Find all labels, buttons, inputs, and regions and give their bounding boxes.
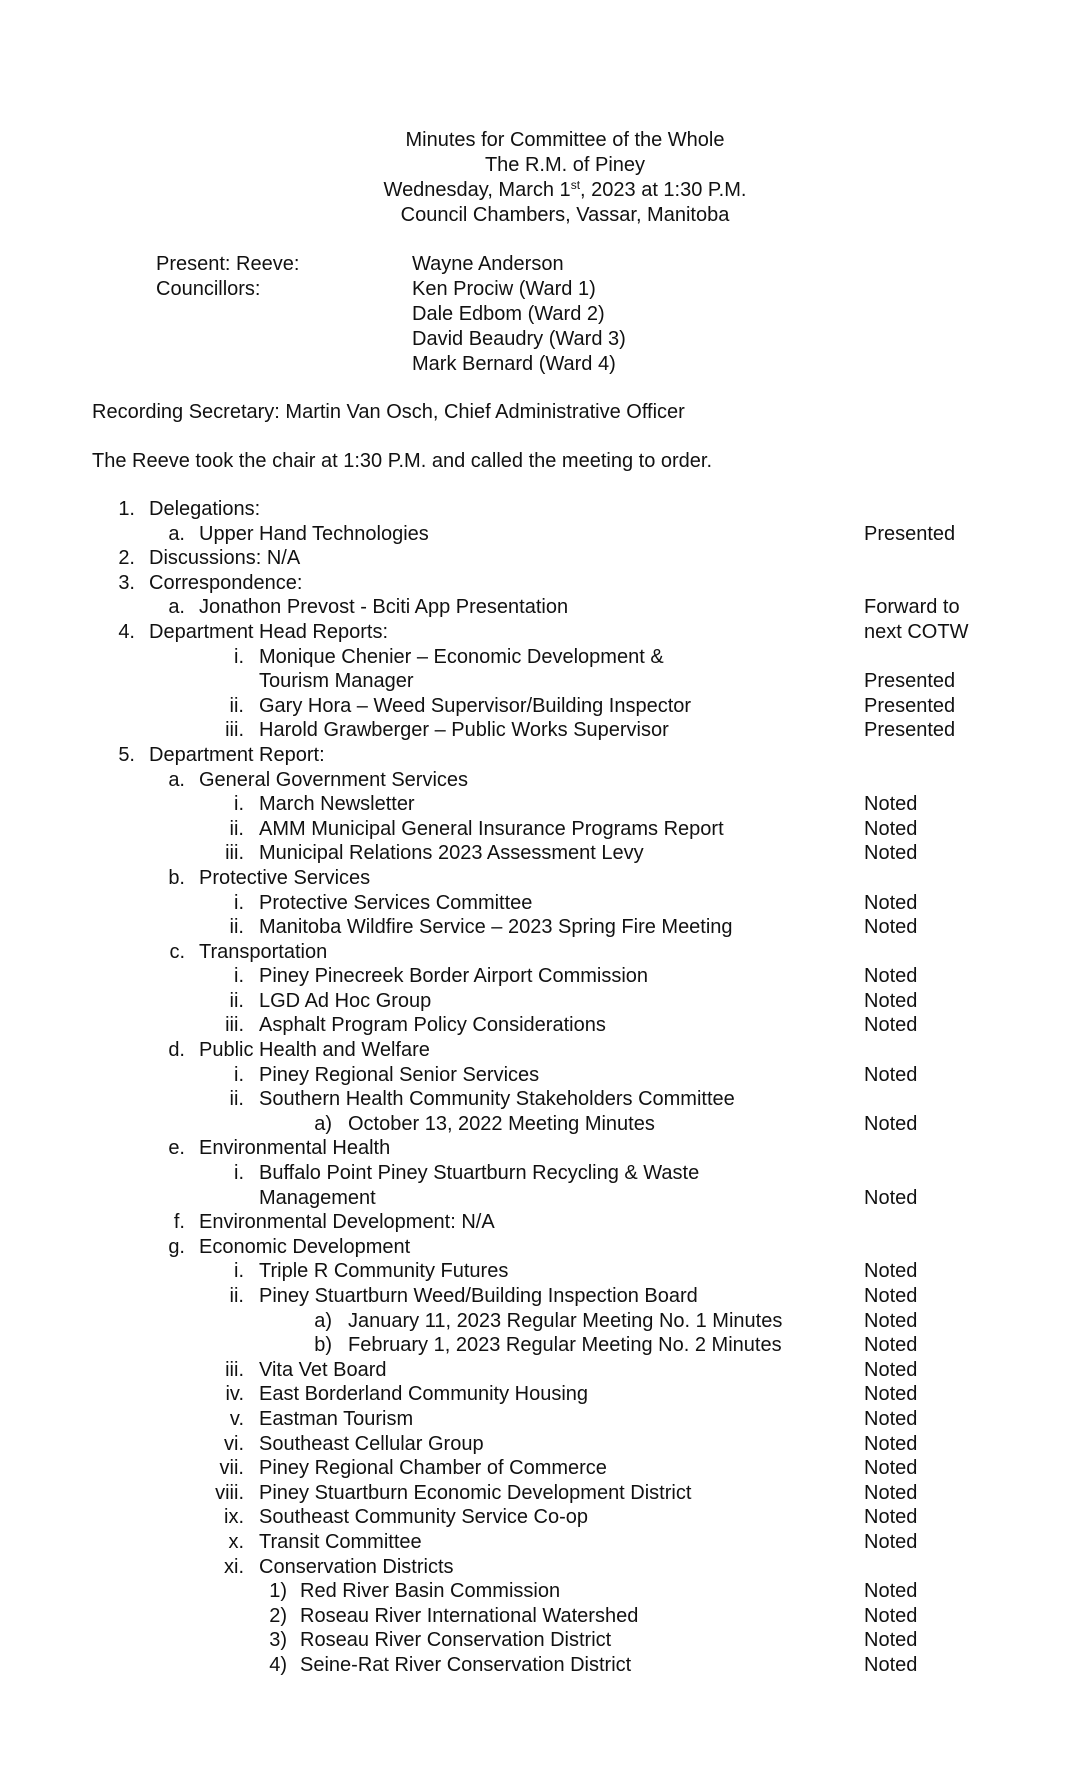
councillor-name: Ken Prociw (Ward 1) (412, 278, 596, 300)
agenda-item-text: AMM Municipal General Insurance Programs Report (259, 817, 724, 840)
agenda-item (0, 891, 1088, 916)
agenda-item-marker: ii. (229, 1285, 244, 1307)
agenda-item-status: Noted (864, 1260, 918, 1283)
agenda-item-text: General Government Services (199, 768, 469, 791)
agenda-item-status: Noted (864, 1186, 918, 1209)
agenda-item-marker: a. (168, 596, 185, 619)
attendance-row (156, 327, 626, 352)
agenda-item-status: Noted (864, 842, 918, 865)
agenda-item (0, 1087, 1088, 1112)
agenda-item-text: Southeast Cellular Group (259, 1432, 484, 1455)
agenda-item (0, 1013, 1088, 1038)
agenda-item (0, 645, 1088, 670)
agenda-item-marker: iii. (225, 1014, 244, 1037)
agenda-item-text: Monique Chenier – Economic Development & (259, 645, 664, 668)
agenda-item-text: Transit Committee (259, 1530, 422, 1553)
agenda-item-marker: ii. (229, 916, 244, 939)
agenda-item-marker: ii. (229, 817, 244, 840)
agenda-item (0, 768, 1088, 793)
agenda-item-status: Noted (864, 1604, 918, 1627)
agenda-item (0, 1407, 1088, 1432)
header-location: Council Chambers, Vassar, Manitoba (400, 204, 730, 226)
agenda-item (0, 669, 1088, 694)
agenda-item-status: Presented (864, 694, 956, 717)
agenda-item-text: Upper Hand Technologies (199, 522, 429, 545)
agenda-item-marker: ii. (229, 989, 244, 1012)
header-date-post: , 2023 at 1:30 P.M. (580, 179, 747, 201)
agenda-list (0, 497, 1088, 1678)
agenda-item (0, 1382, 1088, 1407)
agenda-item-marker: 3) (269, 1629, 287, 1652)
agenda-item-marker: e. (168, 1137, 185, 1160)
agenda-item (0, 989, 1088, 1014)
agenda-item-marker: vii. (219, 1457, 244, 1480)
agenda-item-marker: v. (229, 1407, 244, 1430)
attendance-row (156, 352, 626, 377)
agenda-item-text: Piney Stuartburn Economic Development District (259, 1481, 692, 1504)
agenda-item-marker: x. (228, 1530, 244, 1553)
agenda-item-text: Jonathon Prevost - Bciti App Presentation (199, 596, 569, 619)
agenda-item-text: Piney Regional Chamber of Commerce (259, 1457, 607, 1480)
agenda-item-marker: iii. (225, 1358, 244, 1381)
agenda-item-text: Public Health and Welfare (199, 1039, 430, 1062)
header-title: Minutes for Committee of the Whole (405, 129, 725, 151)
agenda-item (0, 743, 1088, 768)
agenda-item (0, 1456, 1088, 1481)
agenda-item-text: Transportation (199, 940, 328, 963)
agenda-item-marker: 4) (269, 1653, 287, 1676)
agenda-item-status: Noted (864, 1358, 918, 1381)
agenda-item-status: Presented (864, 719, 956, 742)
agenda-item (0, 1112, 1088, 1137)
agenda-item-marker: b. (168, 866, 185, 889)
agenda-item (0, 1259, 1088, 1284)
agenda-item-status: Noted (864, 1112, 918, 1135)
agenda-item-text: January 11, 2023 Regular Meeting No. 1 Minutes (348, 1309, 783, 1332)
agenda-item-text: Piney Pinecreek Border Airport Commission (259, 965, 649, 988)
agenda-item-text: Southeast Community Service Co-op (259, 1506, 589, 1529)
agenda-item-text: Protective Services Committee (259, 891, 533, 914)
reeve-name: Wayne Anderson (412, 253, 564, 275)
agenda-item (0, 817, 1088, 842)
agenda-item (0, 1505, 1088, 1530)
agenda-item-marker: i. (234, 793, 244, 816)
agenda-item-marker: vi. (224, 1432, 244, 1455)
agenda-item-text: October 13, 2022 Meeting Minutes (348, 1112, 655, 1135)
agenda-item (0, 964, 1088, 989)
agenda-item (0, 841, 1088, 866)
agenda-item (0, 792, 1088, 817)
attendance-row (156, 302, 626, 327)
agenda-item (0, 1210, 1088, 1235)
agenda-item (0, 718, 1088, 743)
agenda-item-marker: ii. (229, 1088, 244, 1111)
agenda-item (0, 1063, 1088, 1088)
agenda-item-text: Harold Grawberger – Public Works Supervisor (259, 719, 669, 742)
agenda-item-text: Seine-Rat River Conservation District (300, 1653, 632, 1676)
agenda-item-marker: ix. (224, 1506, 244, 1529)
agenda-item-status: Noted (864, 1407, 918, 1430)
call-to-order: The Reeve took the chair at 1:30 P.M. and called the meeting to order. (92, 450, 713, 472)
agenda-item (0, 1530, 1088, 1555)
agenda-item (0, 1481, 1088, 1506)
agenda-item-text: Municipal Relations 2023 Assessment Levy (259, 842, 644, 865)
councillor-name: David Beaudry (Ward 3) (412, 328, 626, 350)
agenda-item-status: Noted (864, 1309, 918, 1332)
agenda-item (0, 1161, 1088, 1186)
agenda-item-text: Environmental Development: N/A (199, 1211, 495, 1234)
agenda-item-status: Noted (864, 1653, 918, 1676)
agenda-item-marker: b) (314, 1334, 332, 1357)
agenda-item-marker: d. (168, 1039, 185, 1062)
agenda-item (0, 571, 1088, 596)
agenda-item (0, 1653, 1088, 1678)
agenda-item-marker: xi. (224, 1555, 244, 1578)
agenda-item-text: Gary Hora – Weed Supervisor/Building Inspector (259, 694, 692, 717)
agenda-item (0, 1333, 1088, 1358)
agenda-item (0, 522, 1088, 547)
minutes-header (0, 128, 1088, 228)
agenda-item-status: Noted (864, 1629, 918, 1652)
agenda-item-marker: g. (168, 1235, 185, 1258)
agenda-item-marker: i. (234, 965, 244, 988)
agenda-item-status: Noted (864, 1432, 918, 1455)
agenda-item-marker: a) (314, 1309, 332, 1332)
header-date-sup: st (570, 178, 581, 192)
agenda-item-status: Noted (864, 793, 918, 816)
agenda-item-text: February 1, 2023 Regular Meeting No. 2 Minutes (348, 1334, 782, 1357)
agenda-item-status: Noted (864, 1506, 918, 1529)
agenda-item-marker: a) (314, 1112, 332, 1135)
agenda-item (0, 1235, 1088, 1260)
header-date (0, 178, 1088, 203)
agenda-item-status: Noted (864, 1481, 918, 1504)
agenda-item-status: Noted (864, 1285, 918, 1307)
agenda-item-status: Noted (864, 916, 918, 939)
agenda-item-text: Department Report: (149, 743, 325, 766)
agenda-item-text: LGD Ad Hoc Group (259, 989, 432, 1012)
agenda-item-marker: iv. (225, 1383, 244, 1406)
agenda-item (0, 1309, 1088, 1334)
agenda-item-text: Roseau River International Watershed (300, 1604, 639, 1627)
agenda-item-text: Red River Basin Commission (300, 1580, 561, 1603)
agenda-item-marker: i. (234, 1162, 244, 1185)
agenda-item-text: Economic Development (199, 1235, 411, 1258)
agenda-item (0, 1136, 1088, 1161)
agenda-item-marker: 5. (118, 743, 135, 766)
attendance-row (156, 277, 626, 302)
agenda-item-text: Triple R Community Futures (259, 1260, 509, 1283)
agenda-item (0, 1579, 1088, 1604)
agenda-item-text: Asphalt Program Policy Considerations (259, 1014, 606, 1037)
agenda-item (0, 620, 1088, 645)
agenda-item-marker: i. (234, 1260, 244, 1283)
agenda-item-status: Noted (864, 1014, 918, 1037)
agenda-item-status: Noted (864, 1530, 918, 1553)
agenda-item-marker: i. (234, 645, 244, 668)
agenda-item-marker: f. (173, 1211, 185, 1234)
agenda-item-text: Piney Regional Senior Services (259, 1063, 540, 1086)
agenda-item (0, 940, 1088, 965)
agenda-item-status: Forward to (864, 596, 960, 619)
agenda-item-status: Noted (864, 989, 918, 1012)
agenda-item-status: Noted (864, 1383, 918, 1406)
agenda-item-marker: iii. (225, 842, 244, 865)
agenda-item (0, 915, 1088, 940)
agenda-item-marker: 3. (118, 571, 135, 594)
agenda-item (0, 497, 1088, 522)
attendance-row (156, 252, 626, 277)
recording-secretary: Recording Secretary: Martin Van Osch, Chief Administrative Officer (92, 401, 685, 423)
agenda-item-text: Delegations: (149, 498, 261, 520)
agenda-item-text: Manitoba Wildfire Service – 2023 Spring Fire Meeting (259, 916, 733, 939)
councillor-name: Dale Edbom (Ward 2) (412, 303, 605, 325)
agenda-item-marker: 2. (118, 547, 135, 570)
agenda-item (0, 694, 1088, 719)
header-date-pre: Wednesday, March 1 (383, 179, 571, 201)
agenda-item-status: Presented (864, 522, 956, 545)
agenda-item-status: Noted (864, 965, 918, 988)
agenda-item-marker: 2) (269, 1604, 287, 1627)
agenda-item-text: Piney Stuartburn Weed/Building Inspection Board (259, 1285, 698, 1307)
agenda-item-text: Management (259, 1186, 376, 1209)
agenda-item-marker: iii. (225, 719, 244, 742)
attendance-block (156, 252, 626, 377)
agenda-item-marker: i. (234, 1063, 244, 1086)
agenda-item-status: Noted (864, 1063, 918, 1086)
agenda-item-text: Roseau River Conservation District (300, 1629, 612, 1652)
agenda-item-text: Correspondence: (149, 571, 303, 594)
agenda-item (0, 1038, 1088, 1063)
agenda-item-text: Buffalo Point Piney Stuartburn Recycling & Waste (259, 1162, 700, 1185)
councillors-label: Councillors: (156, 278, 261, 300)
agenda-item-status: next COTW (864, 620, 969, 643)
agenda-item-text: Discussions: N/A (149, 547, 301, 570)
agenda-item-marker: a. (168, 768, 185, 791)
agenda-item (0, 866, 1088, 891)
agenda-item-status: Noted (864, 891, 918, 914)
agenda-item-marker: viii. (215, 1481, 244, 1504)
agenda-item-marker: 4. (118, 620, 135, 643)
agenda-item (0, 595, 1088, 620)
agenda-item-text: Protective Services (199, 866, 371, 889)
agenda-item-status: Noted (864, 817, 918, 840)
agenda-item-text: East Borderland Community Housing (259, 1383, 589, 1406)
agenda-item-marker: c. (169, 940, 185, 963)
agenda-item-text: Environmental Health (199, 1137, 391, 1160)
agenda-item-text: March Newsletter (259, 793, 415, 816)
agenda-item (0, 1284, 1088, 1309)
agenda-item (0, 1555, 1088, 1580)
agenda-item-status: Presented (864, 670, 956, 693)
agenda-item-status: Noted (864, 1457, 918, 1480)
agenda-item (0, 1358, 1088, 1383)
agenda-item-marker: ii. (229, 694, 244, 717)
agenda-item-marker: 1. (118, 498, 135, 520)
agenda-item-marker: 1) (269, 1580, 287, 1603)
agenda-item (0, 1628, 1088, 1653)
agenda-item-text: Southern Health Community Stakeholders Committee (259, 1088, 735, 1111)
agenda-item-status: Noted (864, 1334, 918, 1357)
agenda-item (0, 1604, 1088, 1629)
agenda-item (0, 546, 1088, 571)
agenda-item-text: Eastman Tourism (259, 1407, 414, 1430)
agenda-item (0, 1432, 1088, 1457)
header-municipality: The R.M. of Piney (484, 154, 646, 176)
agenda-item-marker: a. (168, 522, 185, 545)
agenda-item-status: Noted (864, 1580, 918, 1603)
agenda-item-text: Department Head Reports: (149, 620, 389, 643)
councillor-name: Mark Bernard (Ward 4) (412, 353, 616, 375)
agenda-item-text: Conservation Districts (259, 1555, 454, 1578)
agenda-item-text: Tourism Manager (259, 670, 414, 693)
agenda-item-text: Vita Vet Board (259, 1358, 387, 1381)
agenda-item (0, 1186, 1088, 1211)
reeve-label: Present: Reeve: (156, 253, 300, 275)
agenda-item-marker: i. (234, 891, 244, 914)
